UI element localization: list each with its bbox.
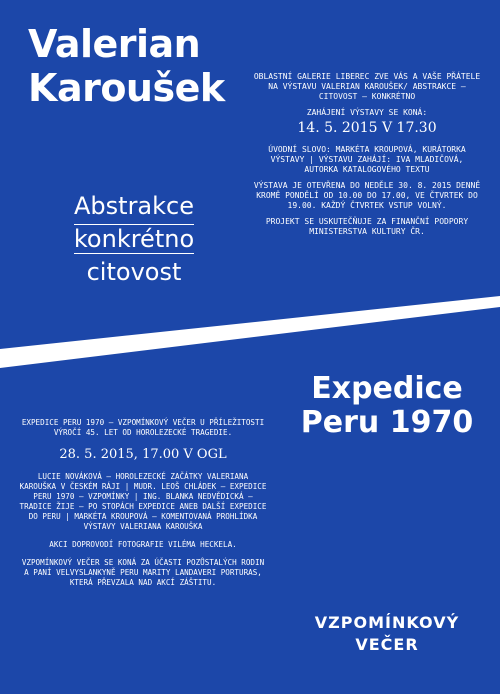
evening-intro: EXPEDICE PERU 1970 – VZPOMÍNKOVÝ VEČER U PŘÍLEŽITOSTI VÝROČÍ 45. LET OD HOROLEZECKÉ TRAGEDIE. <box>21 418 265 437</box>
invitation-text: OBLASTNÍ GALERIE LIBEREC ZVE VÁS A VAŠE PŘÁTELE NA VÝSTAVU VALERIAN KAROUŠEK/ ABSTRAKCE – CITOVOST – KONKRÉTNO <box>253 72 481 101</box>
evening-program: LUCIE NOVÁKOVÁ – HOROLEZECKÉ ZAČÁTKY VALERIANA KAROUŠKA V ČESKÉM RÁJI | MUDR. LEOŠ CHLÁDEK – EXPEDICE PERU 1970 – VZPOMÍNKY | ING. BLANKA NEDVĚDICKÁ – TRADICE ŽIJE – PO STOPÁCH EXPEDICE ANEB DALŠÍ EXPEDICE DO PERU | MARKÉTA KROUPOVÁ – KOMENTOVANÁ PROHLÍDKA VÝSTAVY VALERIANA KAROUŠKA <box>19 472 267 531</box>
evening-info <box>18 418 268 596</box>
opening-date: 14. 5. 2015 V 17.30 <box>297 120 437 136</box>
opening-label: ZAHÁJENÍ VÝSTAVY SE KONÁ: <box>306 108 428 117</box>
expedition-title-line-2: Peru 1970 <box>300 405 474 440</box>
support-text: PROJEKT SE USKUTEČŇUJE ZA FINANČNÍ PODPORY MINISTERSTVA KULTURY ČR. <box>265 217 469 236</box>
evening-photos: AKCI DOPROVODÍ FOTOGRAFIE VILÉMA HECKELA. <box>49 540 237 549</box>
theme-line-3: citovost <box>86 258 182 286</box>
artist-first-name: Valerian <box>28 22 201 66</box>
exhibition-info <box>252 72 482 243</box>
artist-last-name: Karoušek <box>28 66 225 110</box>
evening-heading-line-2: VEČER <box>355 635 419 654</box>
theme-line-2: konkrétno <box>73 225 195 253</box>
exhibition-theme <box>44 190 224 289</box>
evening-date: 28. 5. 2015, 17.00 V OGL <box>59 447 227 462</box>
theme-line-1: Abstrakce <box>74 192 194 220</box>
expedition-title-line-1: Expedice <box>311 371 463 406</box>
opening-hours: VÝSTAVA JE OTEVŘENA DO NEDĚLE 30. 8. 2015 DENNĚ KROMĚ PONDĚLÍ OD 10.00 DO 17.00, VE ČTVRTEK DO 19.00. KAŽDÝ ČTVRTEK VSTUP VOLNÝ. <box>253 181 481 210</box>
expedition-title <box>292 372 482 440</box>
evening-heading-line-1: VZPOMÍNKOVÝ <box>314 613 460 632</box>
artist-name <box>28 22 225 110</box>
speakers-text: ÚVODNÍ SLOVO: MARKÉTA KROUPOVÁ, KURÁTORKA VÝSTAVY | VÝSTAVU ZAHÁJÍ: IVA MLADIČOVÁ, AUTORKA KATALOGOVÉHO TEXTU <box>268 145 466 174</box>
evening-heading <box>302 612 472 656</box>
evening-guests: VZPOMÍNKOVÝ VEČER SE KONÁ ZA ÚČASTI POZŮSTALÝCH RODIN A PANÍ VELVYSLANKYNĚ PERU MARITY LANDAVERI PORTURAS, KTERÁ PŘEVZALA NAD AKCÍ ZÁŠTITU. <box>21 558 265 587</box>
